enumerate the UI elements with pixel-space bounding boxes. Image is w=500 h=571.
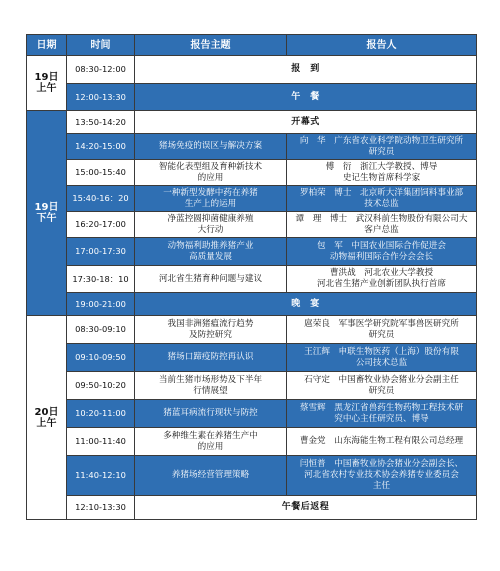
topic-cell: 猪蓝耳病流行现状与防控 bbox=[135, 400, 287, 428]
time-cell: 08:30-09:10 bbox=[67, 316, 135, 344]
schedule-row bbox=[27, 400, 477, 428]
schedule-row bbox=[27, 111, 477, 134]
schedule-row bbox=[27, 496, 477, 520]
topic-cell: 动物福利助推养猪产业 高质量发展 bbox=[135, 238, 287, 266]
time-cell: 17:00-17:30 bbox=[67, 238, 135, 266]
header-topic: 报告主题 bbox=[135, 35, 287, 56]
topic-cell: 当前生猪市场形势及下半年 行情展望 bbox=[135, 372, 287, 400]
speaker-cell: 蔡雪辉 黑龙江省兽药生物药物工程技术研 究中心主任研究员、博导 bbox=[287, 400, 477, 428]
schedule-row bbox=[27, 160, 477, 186]
event-cell: 晚 宴 bbox=[135, 293, 477, 316]
header-row bbox=[27, 35, 477, 56]
schedule-row bbox=[27, 56, 477, 84]
schedule-row bbox=[27, 238, 477, 266]
day-cell: 20日 上午 bbox=[27, 316, 67, 520]
schedule-row bbox=[27, 212, 477, 238]
event-cell: 午餐后返程 bbox=[135, 496, 477, 520]
topic-cell: 猪场免疫的误区与解决方案 bbox=[135, 134, 287, 160]
schedule-row bbox=[27, 428, 477, 456]
topic-cell: 智能化表型组及育种新技术 的应用 bbox=[135, 160, 287, 186]
time-cell: 08:30-12:00 bbox=[67, 56, 135, 84]
time-cell: 10:20-11:00 bbox=[67, 400, 135, 428]
speaker-cell: 曹金党 山东海能生物工程有限公司总经理 bbox=[287, 428, 477, 456]
time-cell: 12:00-13:30 bbox=[67, 84, 135, 111]
speaker-cell: 谭 理 博士 武汉科前生物股份有限公司大 客户总监 bbox=[287, 212, 477, 238]
event-cell: 报 到 bbox=[135, 56, 477, 84]
speaker-cell: 扈荣良 军事医学研究院军事兽医研究所 研究员 bbox=[287, 316, 477, 344]
schedule-row bbox=[27, 372, 477, 400]
time-cell: 11:00-11:40 bbox=[67, 428, 135, 456]
topic-cell: 多种维生素在养猪生产中 的应用 bbox=[135, 428, 287, 456]
speaker-cell: 向 华 广东省农业科学院动物卫生研究所 研究员 bbox=[287, 134, 477, 160]
header-speaker: 报告人 bbox=[287, 35, 477, 56]
time-cell: 14:20-15:00 bbox=[67, 134, 135, 160]
time-cell: 15:40-16：20 bbox=[67, 186, 135, 212]
header-time: 时间 bbox=[67, 35, 135, 56]
speaker-cell: 王江辉 申联生物医药（上海）股份有限 公司技术总监 bbox=[287, 344, 477, 372]
time-cell: 13:50-14:20 bbox=[67, 111, 135, 134]
topic-cell: 河北省生猪育种问题与建议 bbox=[135, 266, 287, 293]
speaker-cell: 石守定 中国畜牧业协会猪业分会副主任 研究员 bbox=[287, 372, 477, 400]
time-cell: 19:00-21:00 bbox=[67, 293, 135, 316]
schedule-row bbox=[27, 456, 477, 496]
schedule-row bbox=[27, 266, 477, 293]
speaker-cell: 曹洪战 河北农业大学教授 河北省生猪产业创新团队执行首席 bbox=[287, 266, 477, 293]
topic-cell: 净蓝控圆抑菌健康养殖 大行动 bbox=[135, 212, 287, 238]
schedule-row bbox=[27, 134, 477, 160]
time-cell: 11:40-12:10 bbox=[67, 456, 135, 496]
topic-cell: 一种新型发酵中药在养猪 生产上的运用 bbox=[135, 186, 287, 212]
time-cell: 17:30-18：10 bbox=[67, 266, 135, 293]
time-cell: 12:10-13:30 bbox=[67, 496, 135, 520]
event-cell: 开幕式 bbox=[135, 111, 477, 134]
schedule-row bbox=[27, 316, 477, 344]
event-cell: 午 餐 bbox=[135, 84, 477, 111]
header-date: 日期 bbox=[27, 35, 67, 56]
day-cell: 19日 上午 bbox=[27, 56, 67, 111]
time-cell: 15:00-15:40 bbox=[67, 160, 135, 186]
speaker-cell: 罗柏荣 博士 北京昕大洋集团饲料事业部 技术总监 bbox=[287, 186, 477, 212]
day-cell: 19日 下午 bbox=[27, 111, 67, 316]
speaker-cell: 闫恒普 中国畜牧业协会猪业分会副会长、 河北省农村专业技术协会养猪专业委员会 主任 bbox=[287, 456, 477, 496]
schedule-row bbox=[27, 186, 477, 212]
schedule-row bbox=[27, 344, 477, 372]
topic-cell: 猪场口蹄疫防控再认识 bbox=[135, 344, 287, 372]
schedule-row bbox=[27, 84, 477, 111]
topic-cell: 我国非洲猪瘟流行趋势 及防控研究 bbox=[135, 316, 287, 344]
schedule-table bbox=[26, 34, 477, 520]
schedule-row bbox=[27, 293, 477, 316]
speaker-cell: 傅 衍 浙江大学教授、博导 史记生物首席科学家 bbox=[287, 160, 477, 186]
time-cell: 09:50-10:20 bbox=[67, 372, 135, 400]
topic-cell: 养猪场经营管理策略 bbox=[135, 456, 287, 496]
time-cell: 09:10-09:50 bbox=[67, 344, 135, 372]
time-cell: 16:20-17:00 bbox=[67, 212, 135, 238]
speaker-cell: 包 军 中国农业国际合作促进会 动物福利国际合作分会会长 bbox=[287, 238, 477, 266]
